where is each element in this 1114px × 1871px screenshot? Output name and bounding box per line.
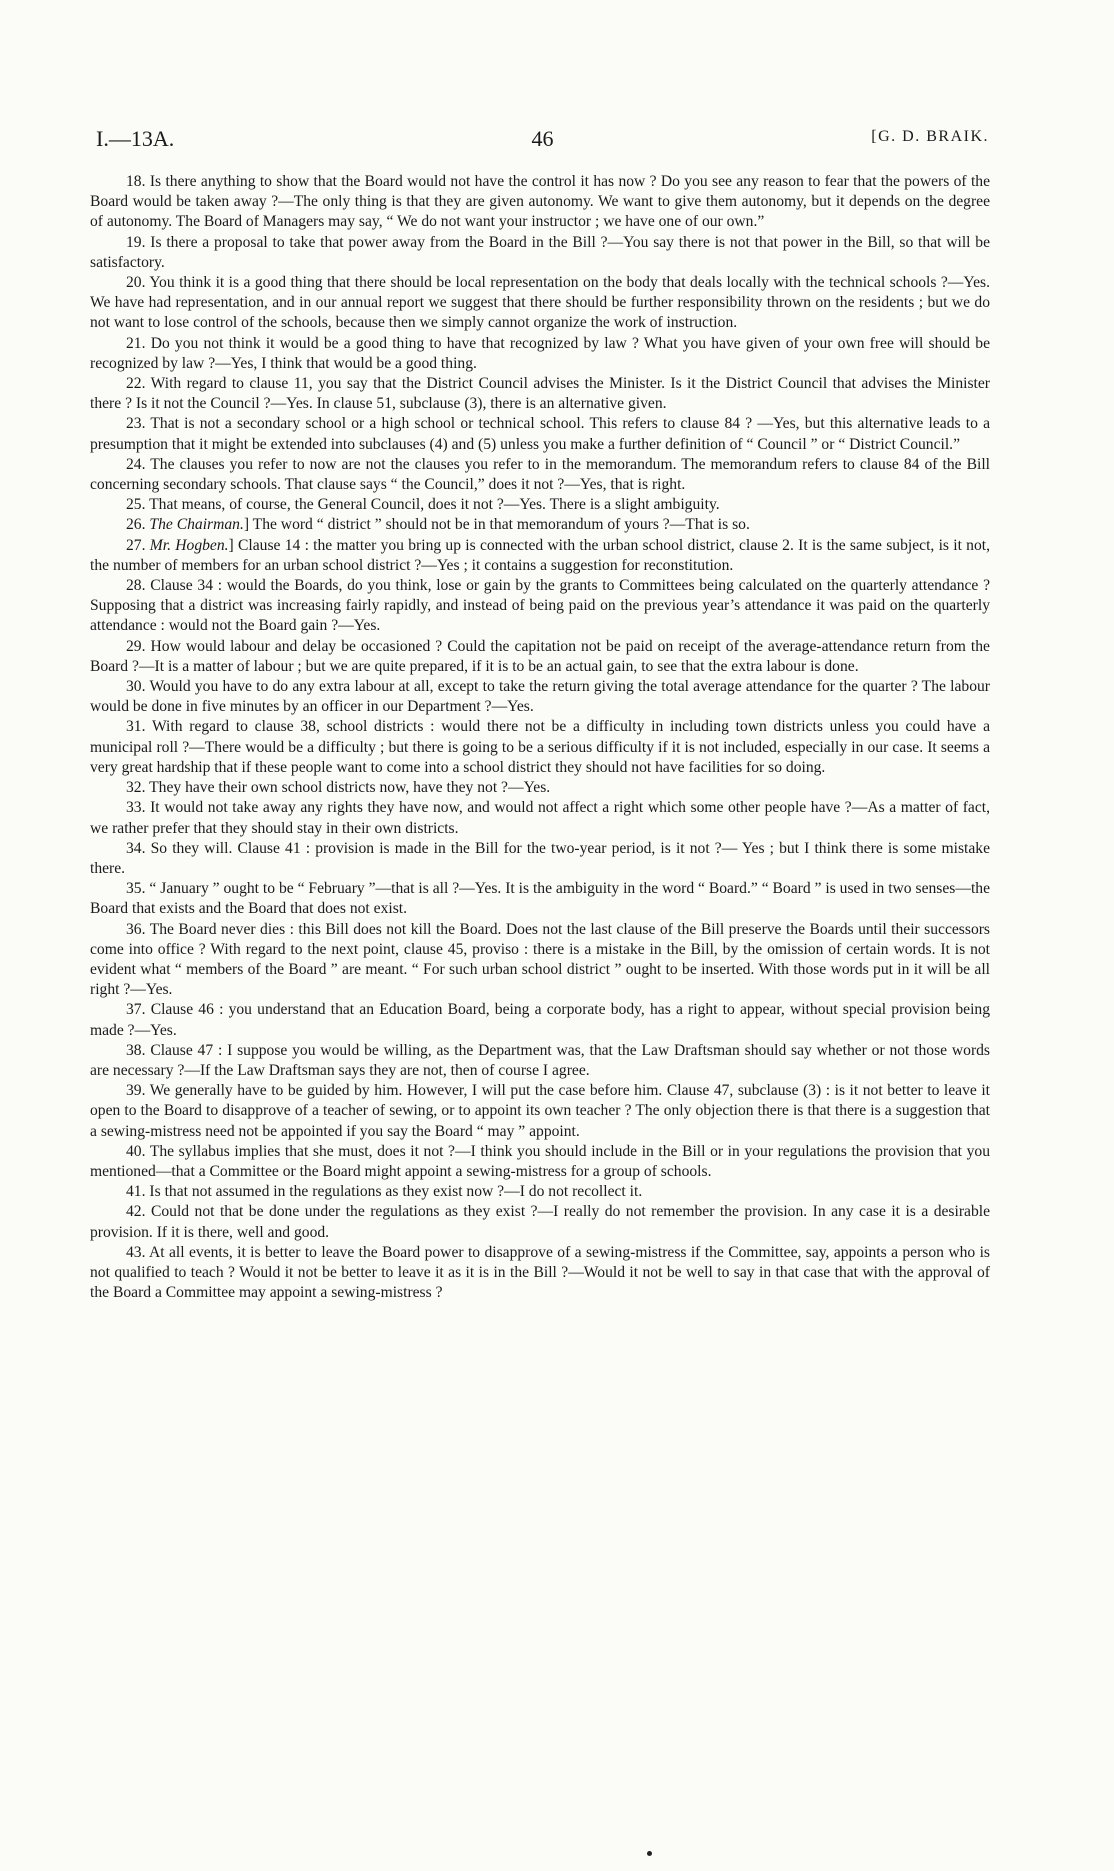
page-mark <box>647 1851 652 1856</box>
question-text: We generally have to be guided by him. However, I will put the case before him. Clause 47, subclause (3) : is it not better to leave it open to the Board to disapprove of a teacher of sewing, or to appoint its own teacher ? The only objection there is that there is a suggestion that a sewing-mistress need not be appointed if you say the Board “ may ” appoint. <box>90 1082 990 1140</box>
question-number: 40. <box>126 1142 146 1160</box>
question-paragraph <box>90 1202 990 1242</box>
question-number: 41. <box>126 1183 146 1201</box>
question-text: That means, of course, the General Council, does it not ?—Yes. There is a slight ambiguity. <box>149 496 720 514</box>
question-number: 18. <box>126 173 146 190</box>
question-paragraph <box>90 1182 990 1202</box>
question-text: Clause 34 : would the Boards, do you think, lose or gain by the grants to Committees being calculated on the quarterly attendance ? Supposing that a district was increasing fairly rapidly, and instead of being paid on the previous year’s attendance it was paid on the quarterly attendance : would not the Board gain ?—Yes. <box>90 577 990 635</box>
question-paragraph <box>90 495 990 515</box>
question-text: Clause 47 : I suppose you would be willing, as the Department was, that the Law Draftsman should say whether or not those words are necessary ?—If the Law Draftsman says they are not, then of course I agree. <box>90 1041 990 1079</box>
question-text: You think it is a good thing that there should be local representation on the body that deals locally with the technical schools ?—Yes. We have had representation, and in our annual report we suggest that there should be further responsibility thrown on the residents ; but we do not want to lose control of the schools, because then we simply cannot organize the work of instruction. <box>90 274 990 332</box>
question-text: At all events, it is better to leave the Board power to disapprove of a sewing-mistress if the Committee, say, appoints a person who is not qualified to teach ? Would it not be better to leave it as it is in the Bill ?—Would it not be well to say in that case that with the approval of the Board a Committee may appoint a sewing-mistress ? <box>90 1243 990 1302</box>
question-text: So they will. Clause 41 : provision is made in the Bill for the two-year period, is it not ?— Yes ; but I think there is some mistake there. <box>90 839 990 877</box>
question-number: 33. <box>126 799 146 817</box>
question-number: 36. <box>126 920 146 938</box>
question-number: 19. <box>126 233 146 251</box>
question-text: With regard to clause 11, you say that the District Council advises the Minister. Is it the District Council that advises the Minister there ? Is it not the Council ?—Yes. In clause 51, subclause (3), there is an alternative given. <box>90 375 990 413</box>
question-number: 38. <box>126 1041 146 1059</box>
question-paragraph <box>90 920 990 1001</box>
witness-name: [G. D. BRAIK. <box>871 128 989 145</box>
page-number: 46 <box>531 126 554 151</box>
question-text: Is there a proposal to take that power away from the Board in the Bill ?—You say there is not that power in the Bill, so that will be satisfactory. <box>90 233 990 271</box>
question-number: 43. <box>126 1243 146 1261</box>
page-header <box>96 126 989 156</box>
question-text: ] The word “ district ” should not be in that memorandum of yours ?—That is so. <box>243 516 750 534</box>
question-paragraph <box>90 778 990 798</box>
question-number: 25. <box>126 496 146 514</box>
question-paragraph <box>90 1081 990 1142</box>
question-paragraph <box>90 455 990 495</box>
question-paragraph <box>90 637 990 677</box>
question-text: Do you not think it would be a good thing to have that recognized by law ? What you have given of your own free will should be recognized by law ?—Yes, I think that would be a good thing. <box>90 334 990 372</box>
question-text: Clause 46 : you understand that an Education Board, being a corporate body, has a right to appear, without special provision being made ?—Yes. <box>90 1001 991 1039</box>
question-text: The syllabus implies that she must, does it not ?—I think you should include in the Bill or in your regulations the provision that you mentioned—that a Committee or the Board might appoint a sewing-mistress for a group of schools. <box>90 1142 990 1180</box>
question-number: 22. <box>126 375 146 393</box>
question-text: The Board never dies : this Bill does not kill the Board. Does not the last clause of the Bill preserve the Boards until their successors come into office ? With regard to the next point, clause 45, proviso : there is a mistake in the Bill, by the omission of certain words. It is not evident what “ members of the Board ” are meant. “ For such urban school district ” ought to be inserted. With those words put in it will be all right ?—Yes. <box>90 920 990 999</box>
question-number: 37. <box>126 1001 146 1019</box>
question-text: It would not take away any rights they have now, and would not affect a right which some other people have ?—As a matter of fact, we rather prefer that they should stay in their own districts. <box>90 799 990 837</box>
question-number: 26. <box>126 516 146 534</box>
speaker-name: The Chairman. <box>149 516 244 534</box>
question-number: 23. <box>126 415 146 433</box>
question-paragraph <box>90 334 990 374</box>
question-paragraph <box>90 1142 990 1182</box>
question-number: 39. <box>126 1082 146 1100</box>
question-paragraph <box>90 1243 990 1304</box>
question-text: Is that not assumed in the regulations as they exist now ?—I do not recollect it. <box>149 1183 643 1201</box>
question-text: With regard to clause 38, school districts : would there not be a difficulty in including town districts unless you could have a municipal roll ?—There would be a difficulty ; but there is going to be a serious difficulty if it is not included, especially in our case. It seems a very great hardship that if these people want to come into a school district they should not have facilities for so doing. <box>90 718 990 776</box>
question-number: 34. <box>126 839 146 857</box>
question-number: 20. <box>126 274 146 292</box>
transcript-body <box>90 172 990 1303</box>
speaker-name: Mr. Hogben. <box>149 536 229 554</box>
question-number: 30. <box>126 678 146 696</box>
question-text: Could not that be done under the regulations as they exist ?—I really do not remember the provision. In any case it is a desirable provision. If it is there, well and good. <box>90 1203 990 1241</box>
question-paragraph <box>90 839 990 879</box>
question-text: “ January ” ought to be “ February ”—that is all ?—Yes. It is the ambiguity in the word “ Board.” “ Board ” is used in two senses—the Board that exists and the Board that does not exist. <box>90 880 991 918</box>
question-number: 21. <box>126 334 146 352</box>
question-paragraph <box>90 1000 990 1040</box>
question-paragraph <box>90 879 990 919</box>
question-number: 24. <box>126 455 146 473</box>
question-text: Would you have to do any extra labour at all, except to take the return giving the total average attendance for the quarter ? The labour would be done in five minutes by an officer in our Department ?—Yes. <box>90 678 990 716</box>
question-number: 29. <box>126 637 146 655</box>
paper-reference: I.—13A. <box>96 126 175 151</box>
question-text: That is not a secondary school or a high school or technical school. This refers to clause 84 ? —Yes, but this alternative leads to a presumption that it might be extended into subclauses (4) and (5) unless you make a further definition of “ Council ” or “ District Council.” <box>90 415 990 453</box>
question-number: 35. <box>126 880 146 898</box>
question-text: How would labour and delay be occasioned ? Could the capitation not be paid on receipt of the average-attendance return from the Board ?—It is a matter of labour ; but we are quite prepared, if it is to be an actual gain, to see that the extra labour is done. <box>90 637 990 675</box>
question-paragraph <box>90 536 990 576</box>
question-text: Is there anything to show that the Board would not have the control it has now ? Do you see any reason to fear that the powers of the Board would be taken away ?—The only thing is that they are given autonomy. We want to give them autonomy, but it depends on the degree of autonomy. The Board of Managers may say, “ We do not want your instructor ; we have one of our own.” <box>90 173 991 231</box>
question-text: They have their own school districts now, have they not ?—Yes. <box>149 779 551 797</box>
question-paragraph <box>90 273 990 334</box>
question-number: 27. <box>126 536 146 554</box>
question-paragraph <box>90 233 990 273</box>
question-paragraph <box>90 576 990 637</box>
question-paragraph <box>90 798 990 838</box>
question-number: 32. <box>126 779 146 797</box>
question-number: 31. <box>126 718 146 736</box>
question-paragraph <box>90 1041 990 1081</box>
question-text: The clauses you refer to now are not the clauses you refer to in the memorandum. The memorandum refers to clause 84 of the Bill concerning secondary schools. That clause says “ the Council,” does it not ?—Yes, that is right. <box>90 455 990 494</box>
question-paragraph <box>90 414 990 454</box>
question-number: 28. <box>126 577 146 595</box>
question-paragraph <box>90 172 990 233</box>
question-paragraph <box>90 374 990 414</box>
question-paragraph <box>90 717 990 778</box>
question-paragraph <box>90 677 990 717</box>
question-paragraph <box>90 515 990 535</box>
question-text: ] Clause 14 : the matter you bring up is connected with the urban school district, clause 2. It is the same subject, is it not, the number of members for an urban school district ?—Yes ; it contains a suggestion for reconstitution. <box>90 536 990 574</box>
question-number: 42. <box>126 1203 146 1221</box>
